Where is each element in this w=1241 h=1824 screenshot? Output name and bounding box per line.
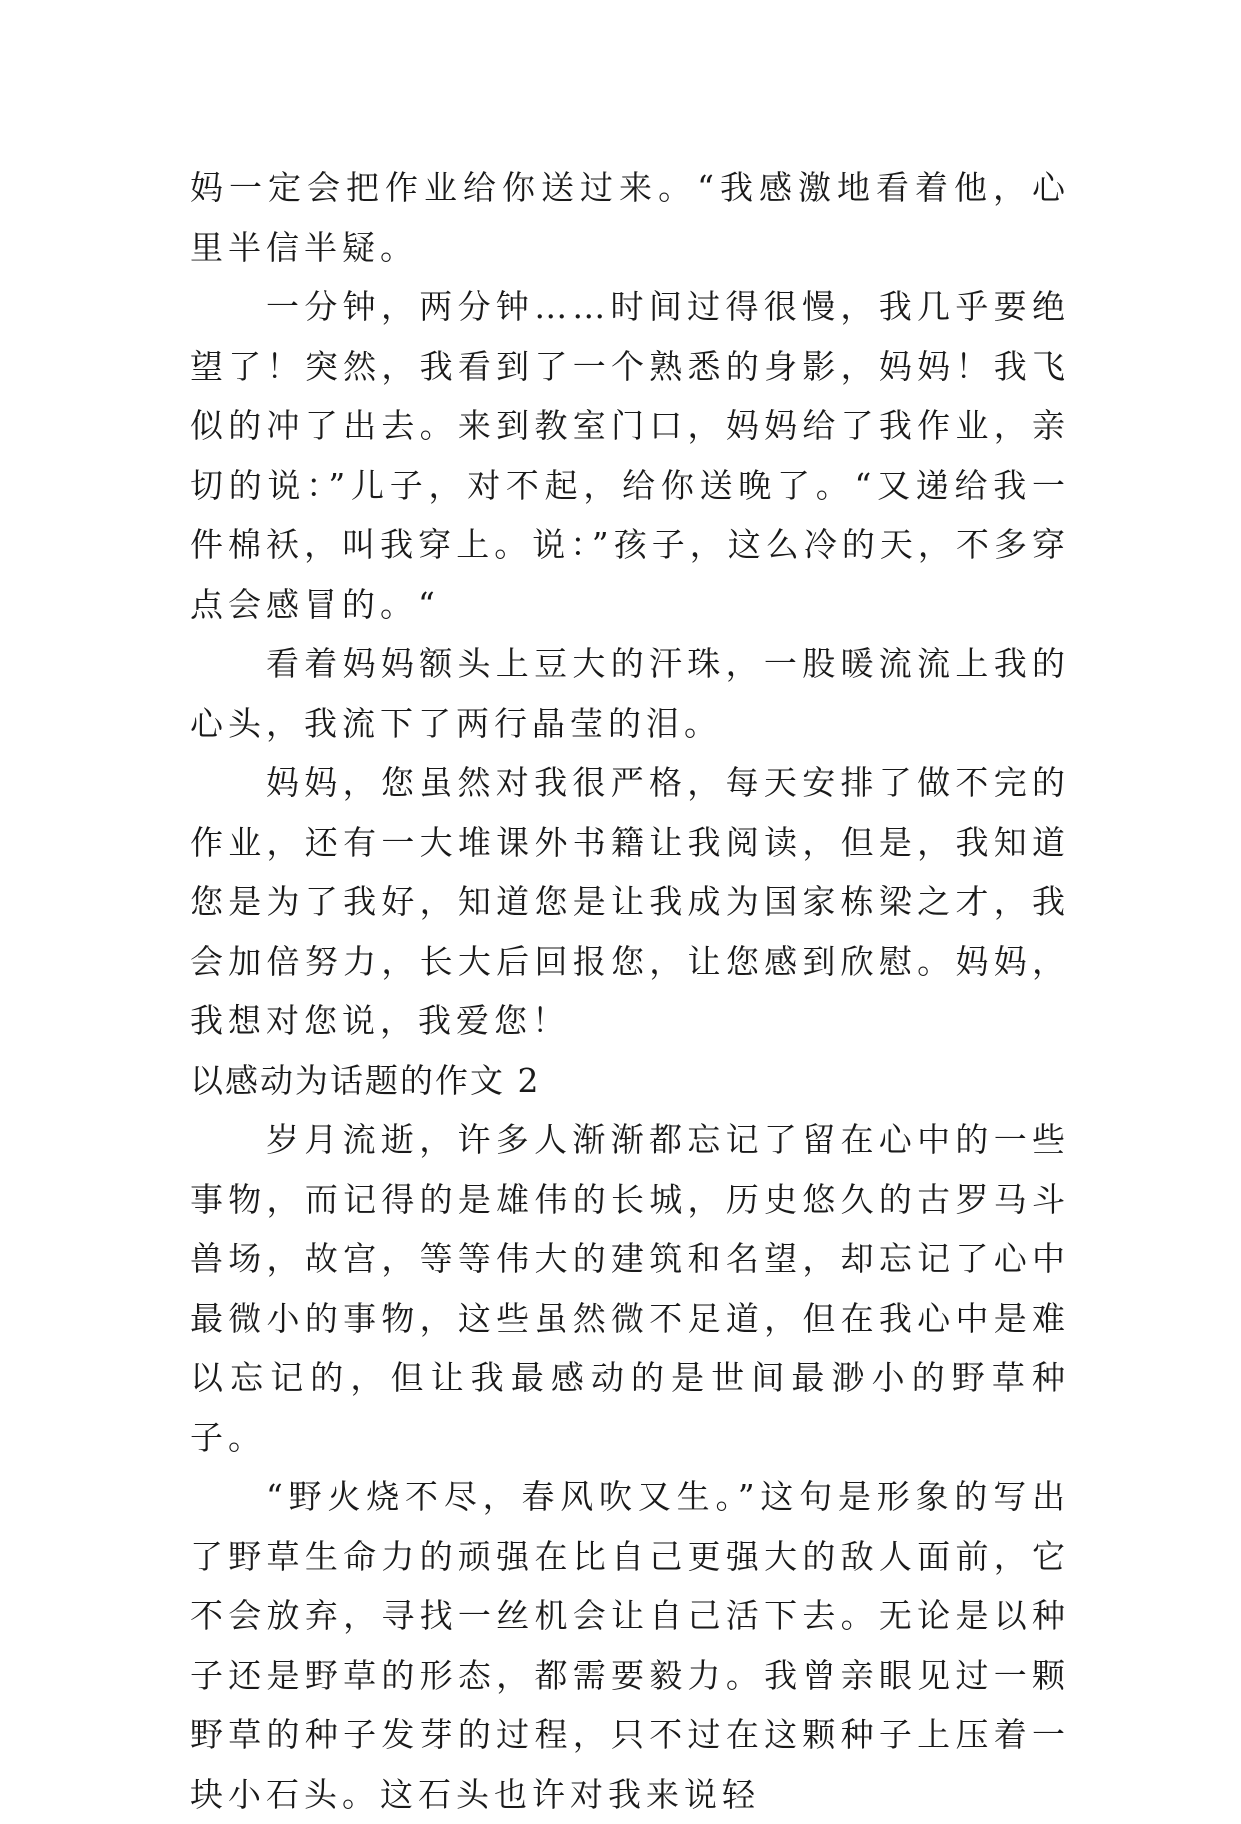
paragraph-6: “野火烧不尽，春风吹又生。”这句是形象的写出了野草生命力的顽强在比自己更强大的敌人面前，它不会放弃，寻找一丝机会让自己活下去。无论是以种子还是野草的形态，都需要毅力。我曾亲眼见过一颗野草的种子发芽的过程，只不过在这颗种子上压着一块小石头。这石头也许对我来说轻 <box>190 1477 1070 1814</box>
paragraph-2: 一分钟，两分钟……时间过得很慢，我几乎要绝望了！突然，我看到了一个熟悉的身影，妈妈！我飞似的冲了出去。来到教室门口，妈妈给了我作业，亲切的说：”儿子，对不起，给你送晚了。“又递给我一件棉袄，叫我穿上。说：”孩子，这么冷的天，不多穿点会感冒的。“ <box>190 287 1070 624</box>
paragraph-4: 妈妈，您虽然对我很严格，每天安排了做不完的作业，还有一大堆课外书籍让我阅读，但是，我知道您是为了我好，知道您是让我成为国家栋梁之才，我会加倍努力，长大后回报您，让您感到欣慰。妈妈，我想对您说，我爱您！ <box>190 763 1070 1040</box>
section-heading: 以感动为话题的作文 2 <box>190 1060 541 1100</box>
paragraph-1: 妈一定会把作业给你送过来。“我感激地看着他，心里半信半疑。 <box>190 168 1070 267</box>
document-page <box>190 158 1070 1824</box>
paragraph-5: 岁月流逝，许多人渐渐都忘记了留在心中的一些事物，而记得的是雄伟的长城，历史悠久的古罗马斗兽场，故宫，等等伟大的建筑和名望，却忘记了心中最微小的事物，这些虽然微不足道，但在我心中是难以忘记的，但让我最感动的是世间最渺小的野草种子。 <box>190 1120 1070 1457</box>
paragraph-3: 看着妈妈额头上豆大的汗珠，一股暖流流上我的心头，我流下了两行晶莹的泪。 <box>190 644 1070 743</box>
